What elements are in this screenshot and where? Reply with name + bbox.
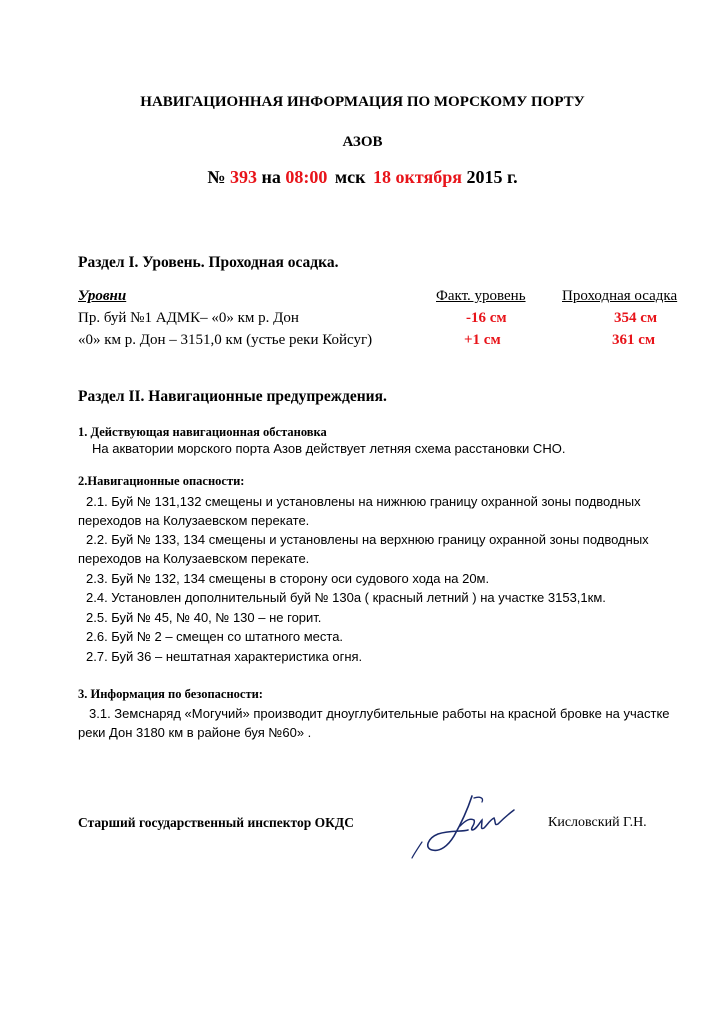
level-row-1-actual: -16 см (466, 310, 507, 326)
timezone: мск (334, 167, 366, 187)
sub2-line-3: 2.2. Буй № 133, 134 смещены и установлены на верхнюю границу охранной зоны подводных (86, 532, 649, 547)
sub2-line-9: 2.7. Буй 36 – нештатная характеристика огня. (86, 649, 363, 664)
sub3-title: 3. Информация по безопасности: (78, 687, 263, 701)
sub3-line-1: 3.1. Земснаряд «Могучий» производит дноуглубительные работы на красной бровке на участке (89, 706, 670, 721)
number-sign: № (207, 167, 226, 187)
col-draft-header: Проходная осадка (562, 288, 678, 304)
level-row-2-draft: 361 см (612, 332, 656, 348)
section1-title: Раздел I. Уровень. Проходная осадка. (78, 254, 339, 271)
report-time: 08:00 (285, 167, 328, 187)
sub1-title: 1. Действующая навигационная обстановка (78, 425, 327, 439)
level-row-1-point: Пр. буй №1 АДМК– «0» км р. Дон (78, 310, 299, 326)
section2-title: Раздел II. Навигационные предупреждения. (78, 388, 387, 405)
level-row-2-actual: +1 см (464, 332, 501, 348)
sub2-line-2: переходов на Колузаевском перекате. (78, 513, 310, 528)
document-title: НАВИГАЦИОННАЯ ИНФОРМАЦИЯ ПО МОРСКОМУ ПОРТУ (140, 94, 585, 110)
sub2-line-5: 2.3. Буй № 132, 134 смещены в сторону оси судового хода на 20м. (86, 571, 490, 586)
document-number-line (0, 167, 725, 188)
sub2-line-4: переходов на Колузаевском перекате. (78, 551, 310, 566)
handwritten-signature (410, 790, 540, 860)
sub2-line-1: 2.1. Буй № 131,132 смещены и установлены на нижнюю границу охранной зоны подводных (86, 494, 641, 509)
sub1-line-1: На акватории морского порта Азов действует летняя схема расстановки СНО. (92, 441, 566, 456)
level-row-2-point: «0» км р. Дон – 3151,0 км (устье реки Койсуг) (78, 332, 373, 348)
level-row-1-draft: 354 см (614, 310, 658, 326)
signatory-position: Старший государственный инспектор ОКДС (78, 815, 354, 830)
col-actual-header: Факт. уровень (436, 288, 526, 304)
report-date: 18 октября (372, 167, 462, 187)
report-year: 2015 г. (466, 167, 518, 187)
sub2-line-6: 2.4. Установлен дополнительный буй № 130а ( красный летний ) на участке 3153,1км. (86, 590, 606, 605)
port-name: АЗОВ (342, 134, 383, 150)
sub2-line-7: 2.5. Буй № 45, № 40, № 130 – не горит. (86, 610, 322, 625)
document-number: 393 (229, 167, 257, 187)
sub2-title: 2.Навигационные опасности: (78, 474, 245, 488)
col-levels-header: Уровни (78, 288, 127, 304)
sub2-line-8: 2.6. Буй № 2 – смещен со штатного места. (86, 629, 344, 644)
sub3-line-2: реки Дон 3180 км в районе буя №60» . (78, 725, 312, 740)
signatory-name: Кисловский Г.Н. (548, 815, 647, 830)
at-word: на (261, 167, 281, 187)
